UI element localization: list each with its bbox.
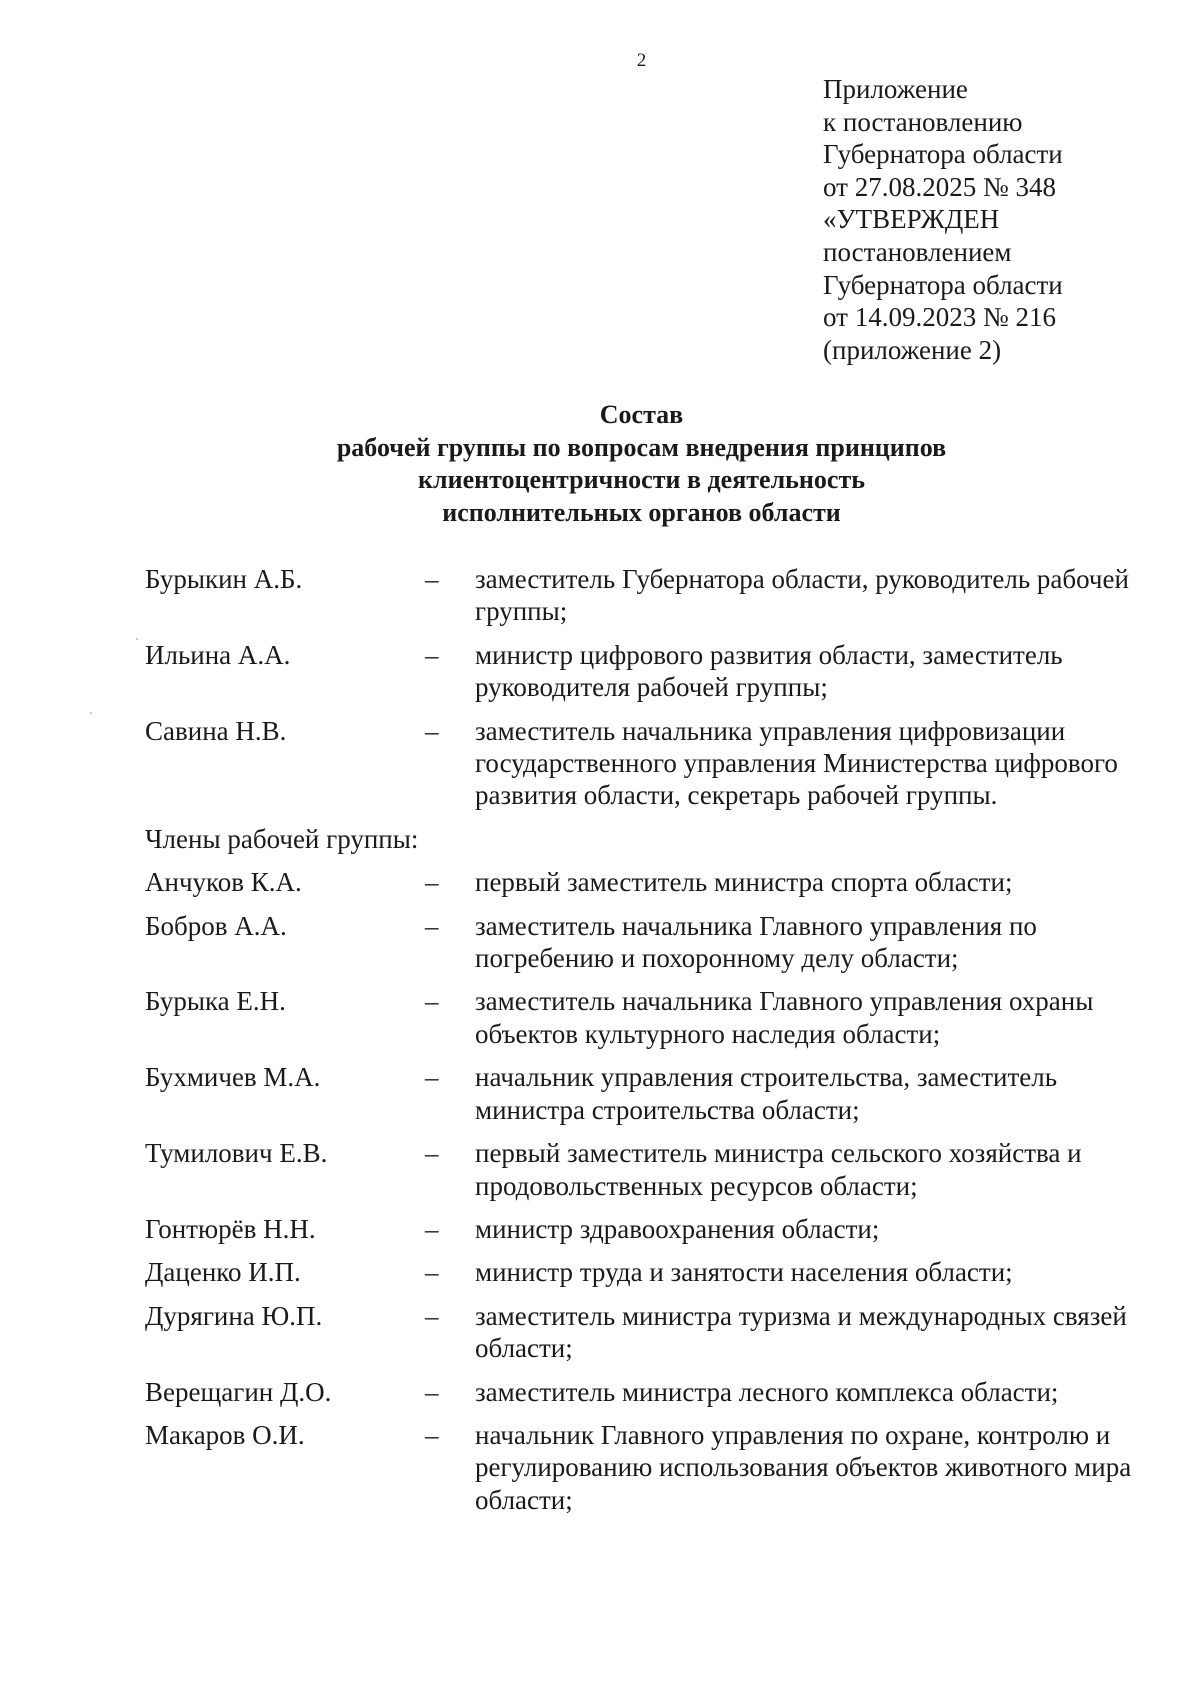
- appendix-line: Губернатора области: [823, 139, 1063, 170]
- member-name: Бухмичев М.А.: [145, 1062, 321, 1093]
- member-row: [145, 1256, 1145, 1288]
- member-row: [145, 866, 1145, 898]
- member-row: [145, 1300, 1145, 1365]
- member-role: начальник Главного управления по охране, контролю и регулированию использования объектов животного мира области;: [475, 1419, 1132, 1515]
- title-line: Состав: [599, 400, 684, 429]
- appendix-line: от 27.08.2025 № 348: [823, 171, 1056, 202]
- scan-speck: [136, 638, 138, 640]
- separator-dash: –: [425, 1138, 439, 1169]
- separator-dash: –: [425, 1300, 439, 1331]
- member-role: начальник управления строительства, заместитель министра строительства области;: [475, 1062, 1058, 1125]
- leader-row: [145, 563, 1145, 628]
- separator-dash: –: [425, 867, 439, 898]
- member-role: заместитель министра лесного комплекса области;: [475, 1376, 1059, 1407]
- separator-dash: –: [425, 1376, 439, 1407]
- document-title: [0, 399, 1200, 529]
- title-line: клиентоцентричности в деятельность: [418, 465, 865, 494]
- appendix-line: к постановлению: [823, 106, 1023, 137]
- member-name: Верещагин Д.О.: [145, 1376, 332, 1407]
- member-row: [145, 1376, 1145, 1408]
- member-role: министр здравоохранения области;: [475, 1213, 880, 1244]
- member-role: первый заместитель министра спорта области;: [475, 867, 1013, 898]
- member-row: [145, 985, 1145, 1050]
- member-row: [145, 1213, 1145, 1245]
- member-name: Ильина А.А.: [145, 639, 291, 670]
- member-name: Гонтюрёв Н.Н.: [145, 1213, 316, 1244]
- member-row: [145, 1061, 1145, 1126]
- separator-dash: –: [425, 986, 439, 1017]
- member-role: первый заместитель министра сельского хозяйства и продовольственных ресурсов области;: [475, 1138, 1082, 1201]
- member-name: Бурыка Е.Н.: [145, 986, 286, 1017]
- members-label: Члены рабочей группы:: [145, 823, 419, 854]
- appendix-line: постановлением: [823, 236, 1012, 267]
- appendix-line: «УТВЕРЖДЕН: [823, 204, 1000, 235]
- member-name: Бобров А.А.: [145, 910, 287, 941]
- separator-dash: –: [425, 715, 439, 746]
- member-name: Савина Н.В.: [145, 715, 287, 746]
- member-name: Даценко И.П.: [145, 1257, 301, 1288]
- separator-dash: –: [425, 1419, 439, 1450]
- member-role: заместитель начальника Главного управления по погребению и похоронному делу области;: [475, 910, 1037, 974]
- member-name: Макаров О.И.: [145, 1419, 305, 1450]
- appendix-line: от 14.09.2023 № 216: [823, 302, 1056, 333]
- member-row: [145, 1419, 1145, 1516]
- member-row: [145, 1137, 1145, 1202]
- member-name: Тумилович Е.В.: [145, 1138, 328, 1169]
- title-line: рабочей группы по вопросам внедрения принципов: [336, 432, 947, 462]
- appendix-header: [823, 73, 1193, 366]
- member-name: Бурыкин А.Б.: [145, 564, 303, 594]
- leader-row: [145, 639, 1145, 704]
- working-group-roster: [145, 563, 1145, 1527]
- title-line: исполнительных органов области: [442, 497, 841, 527]
- member-role: министр цифрового развития области, заместитель руководителя рабочей группы;: [475, 639, 1063, 703]
- page-number: 2: [636, 50, 647, 71]
- member-role: заместитель министра туризма и международных связей области;: [475, 1300, 1127, 1364]
- appendix-line: (приложение 2): [823, 334, 1002, 365]
- member-role: заместитель начальника управления цифровизации государственного управления Министерства цифрового развития области, секретарь рабочей группы.: [475, 715, 1118, 811]
- separator-dash: –: [425, 639, 439, 670]
- member-row: [145, 910, 1145, 975]
- member-role: заместитель начальника Главного управления охраны объектов культурного наследия области;: [475, 986, 1094, 1049]
- member-name: Дурягина Ю.П.: [145, 1300, 323, 1331]
- separator-dash: –: [425, 564, 439, 594]
- leader-row: [145, 715, 1145, 812]
- separator-dash: –: [425, 1062, 439, 1093]
- separator-dash: –: [425, 1213, 439, 1244]
- member-role: заместитель Губернатора области, руководитель рабочей группы;: [475, 564, 1129, 627]
- member-role: министр труда и занятости населения области;: [475, 1257, 1013, 1288]
- scan-speck: [90, 712, 92, 714]
- appendix-line: Губернатора области: [823, 269, 1063, 300]
- separator-dash: –: [425, 1257, 439, 1288]
- member-name: Анчуков К.А.: [145, 867, 302, 898]
- separator-dash: –: [425, 910, 439, 941]
- appendix-line: Приложение: [823, 74, 968, 104]
